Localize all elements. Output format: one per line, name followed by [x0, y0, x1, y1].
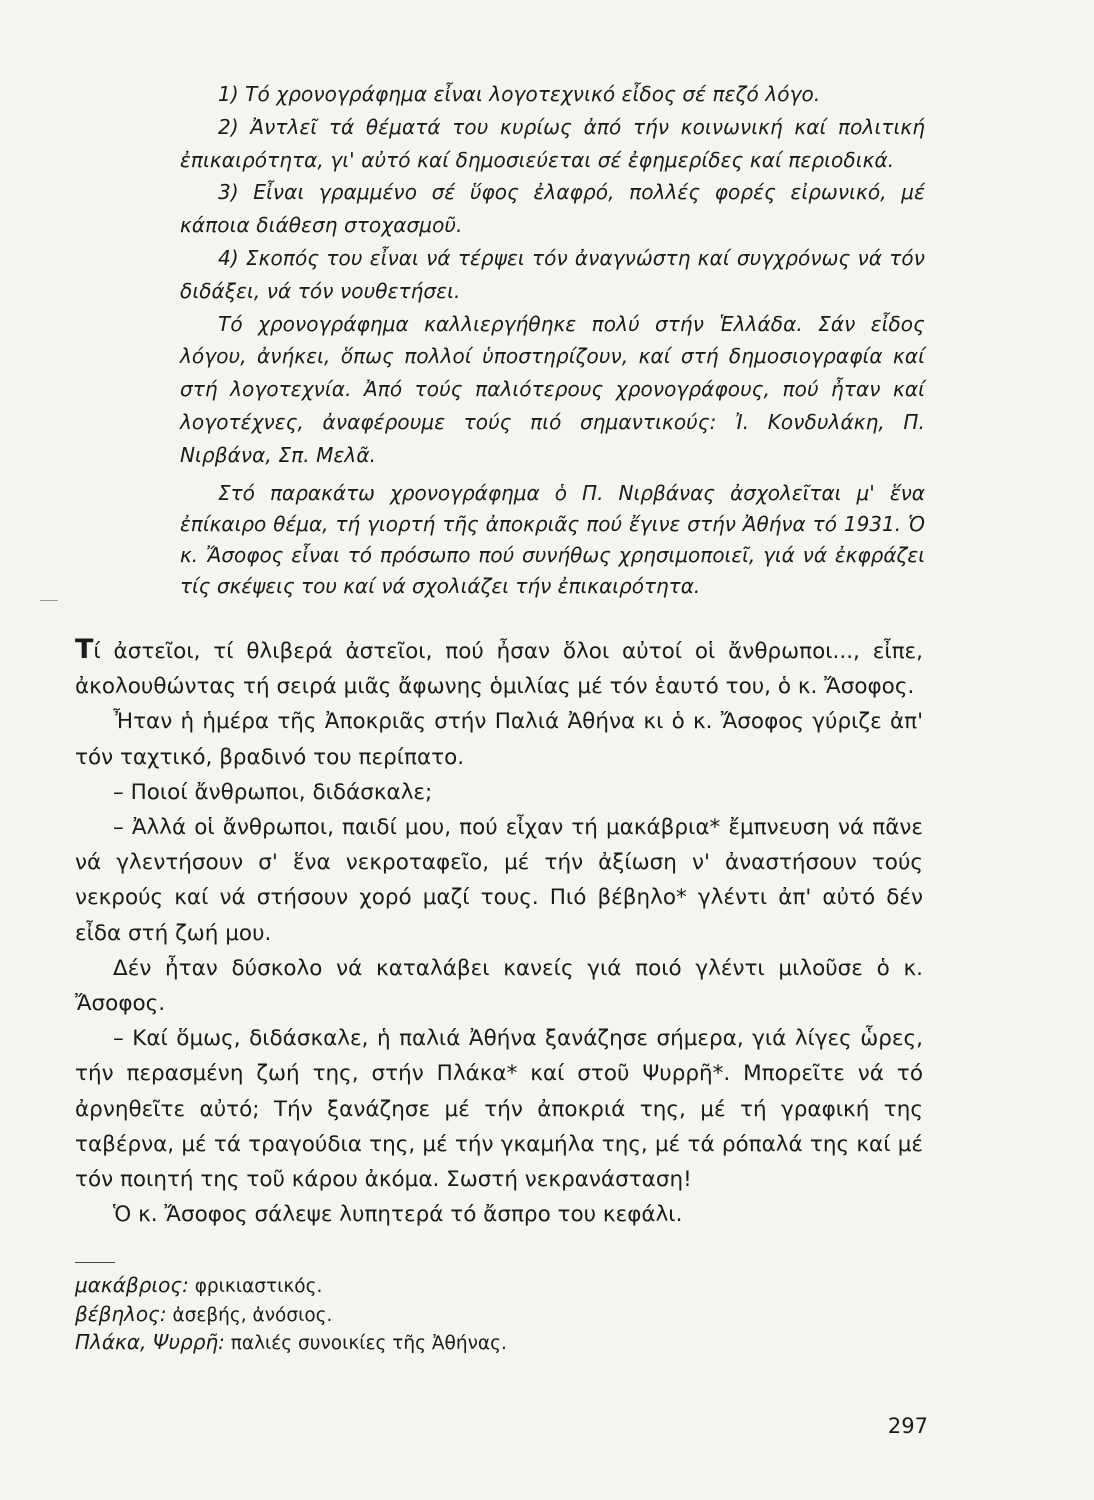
story-opening-text: ί ἀστεῖοι, τί θλιβερά ἀστεῖοι, πού ἦσαν ὅλοι αὐτοί οἱ ἄνθρωποι..., εἶπε, ἀκολουθώντας τή σειρά μιᾶς ἄφωνης ὁμιλίας μέ τόν ἑαυτό του, ὁ κ. Ἄσοφος. — [75, 639, 923, 700]
drop-cap: Τ — [75, 634, 94, 665]
story-opening-paragraph — [75, 632, 923, 704]
gutter-mark — [40, 600, 58, 601]
footnote-item — [75, 1272, 775, 1301]
footnote-term: μακάβριος: — [75, 1273, 189, 1297]
footnote-definition: ἀσεβής, ἀνόσιος. — [172, 1304, 333, 1326]
context-section — [180, 478, 925, 602]
footnote-item — [75, 1301, 775, 1330]
intro-item-2: 2) Ἀντλεῖ τά θέματά του κυρίως ἀπό τήν κοινωνική καί πολιτική ἐπικαιρότητα, γι' αὐτό καί δημοσιεύεται σέ ἐφημερίδες καί περιοδικά. — [180, 114, 925, 172]
context-paragraph: Στό παρακάτω χρονογράφημα ὁ Π. Νιρβάνας ἀσχολεῖται μ' ἕνα ἐπίκαιρο θέμα, τή γιορτή τῆς ἀποκριᾶς πού ἔγινε στήν Ἀθήνα τό 1931. Ὁ κ. Ἄσοφος εἶναι τό πρόσωπο πού συνήθως χρησιμοποιεῖ, γιά νά ἐκφράζει τίς σκέψεις του καί νά σχολιάζει τήν ἐπικαιρότητα. — [180, 481, 925, 598]
intro-paragraph: Τό χρονογράφημα καλλιεργήθηκε πολύ στήν Ἑλλάδα. Σάν εἶδος λόγου, ἀνήκει, ὅπως πολλοί ὑποστηρίζουν, καί στή δημοσιογραφία καί στή λογοτεχνία. Ἀπό τούς παλιότερους χρονογράφους, πού ἦταν καί λογοτέχνες, ἀναφέρουμε τούς πιό σημαντικούς: Ἰ. Κονδυλάκη, Π. Νιρβάνα, Σπ. Μελᾶ. — [180, 311, 925, 467]
page-number: 297 — [887, 1414, 928, 1438]
intro-item-4: 4) Σκοπός του εἶναι νά τέρψει τόν ἀναγνώστη καί συγχρόνως νά τόν διδάξει, νά τόν νουθετήσει. — [180, 245, 925, 303]
story-dialogue: – Καί ὅμως, διδάσκαλε, ἡ παλιά Ἀθήνα ξανάζησε σήμερα, γιά λίγες ὧρες, τήν περασμένη ζωή της, στήν Πλάκα* καί στοῦ Ψυρρῆ*. Μπορεῖτε νά τό ἀρνηθεῖτε αὐτό; Τήν ξανάζησε μέ τήν ἀποκριά της, μέ τή γραφική της ταβέρνα, μέ τά τραγούδια της, μέ τήν γκαμήλα της, μέ τά ρόπαλά της καί μέ τόν ποιητή της τοῦ κάρου ἀκόμα. Σωστή νεκρανάσταση! — [75, 1026, 923, 1193]
footnote-definition: παλιές συνοικίες τῆς Ἀθήνας. — [230, 1333, 507, 1355]
story-paragraph: Ἦταν ἡ ἡμέρα τῆς Ἀποκριᾶς στήν Παλιά Ἀθήνα κι ὁ κ. Ἄσοφος γύριζε ἀπ' τόν ταχτικό, βραδινό του περίπατο. — [75, 709, 923, 770]
footnote-term: βέβηλος: — [75, 1301, 167, 1326]
intro-section — [180, 78, 925, 472]
footnotes — [75, 1272, 775, 1358]
story-paragraph: Ὁ κ. Ἄσοφος σάλεψε λυπητερά τό ἄσπρο του κεφάλι. — [113, 1202, 683, 1228]
footnote-divider — [75, 1262, 115, 1263]
story-paragraph: Δέν ἦταν δύσκολο νά καταλάβει κανείς γιά ποιό γλέντι μιλοῦσε ὁ κ. Ἄσοφος. — [75, 955, 923, 1017]
story-dialogue: – Ποιοί ἄνθρωποι, διδάσκαλε; — [113, 779, 433, 805]
footnote-definition: φρικιαστικός. — [194, 1276, 323, 1297]
story-text — [75, 632, 923, 1232]
footnote-term: Πλάκα, Ψυρρῆ: — [75, 1330, 225, 1355]
story-dialogue: – Ἀλλά οἱ ἄνθρωποι, παιδί μου, πού εἶχαν τή μακάβρια* ἔμπνευση νά πᾶνε νά γλεντήσουν σ' ἕνα νεκροταφεῖο, μέ τήν ἀξίωση ν' ἀναστήσουν τούς νεκρούς καί νά στήσουν χορό μαζί τους. Πιό βέβηλο* γλέντι ἀπ' αὐτό δέν εἶδα στή ζωή μου. — [75, 815, 923, 946]
intro-item-3: 3) Εἶναι γραμμένο σέ ὕφος ἐλαφρό, πολλές φορές εἰρωνικό, μέ κάποια διάθεση στοχασμοῦ. — [180, 180, 925, 238]
intro-item-1: 1) Τό χρονογράφημα εἶναι λογοτεχνικό εἶδος σέ πεζό λόγο. — [218, 82, 821, 106]
footnote-item — [75, 1329, 775, 1358]
